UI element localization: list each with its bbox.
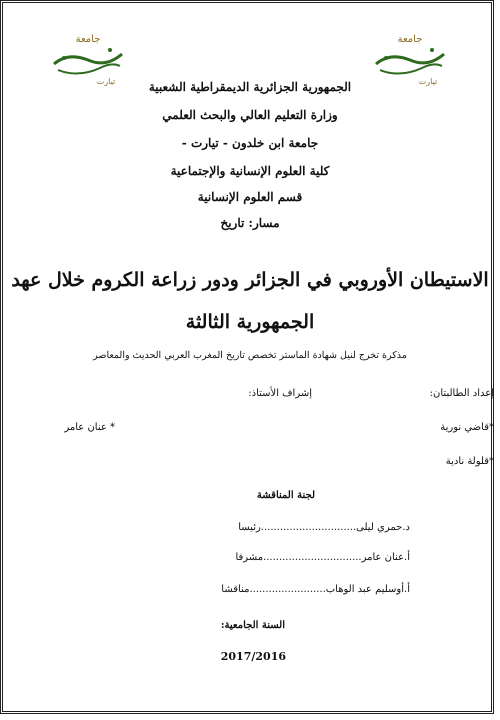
republic-name: الجمهورية الجزائرية الديمقراطية الشعبية [148,80,352,94]
academic-year: 2017/2016 [220,650,286,663]
university-name: جامعة ابن خلدون - تيارت - [181,136,319,150]
supervisor-name: * عنان عامر [64,422,115,433]
svg-text:تيارت: تيارت [96,77,116,86]
committee-label: لجنة المناقشة [256,490,315,501]
committee-member-2: أ.عنان عامر...............................مشرفا [235,552,410,563]
committee-member-1: د.حمري ليلى..............................رئيسا [238,522,410,533]
student-name-2: *قلولة نادية [445,456,494,467]
committee-member-3: أ.أوسليم عبد الوهاب........................مناقشا [221,584,410,595]
ministry-name: وزارة التعليم العالي والبحث العلمي [162,108,338,122]
academic-year-label: السنة الجامعية: [220,620,285,631]
student-name-1: *قاضي نورية [440,422,494,433]
department-name: قسم العلوم الإنسانية [197,190,303,204]
faculty-name: كلية العلوم الإنسانية والإجتماعية [170,164,330,178]
svg-text:جامعة: جامعة [75,34,101,45]
track-label: مسار: تاريخ [220,216,280,230]
svg-text:تيارت: تيارت [418,77,438,86]
thesis-subtitle: مذكرة تخرج لنيل شهادة الماستر تخصص تاريخ المغرب العربي الحديث والمعاصر [93,350,407,361]
svg-text:جامعة: جامعة [397,34,423,45]
supervisor-label: إشراف الأستاذ: [248,388,312,399]
thesis-title-line2: الجمهورية الثالثة [185,311,315,333]
thesis-title-line1: الاستيطان الأوروبي في الجزائر ودور زراعة الكروم خلال عهد [11,269,489,291]
students-label: إعداد الطالبتان: [429,388,494,399]
